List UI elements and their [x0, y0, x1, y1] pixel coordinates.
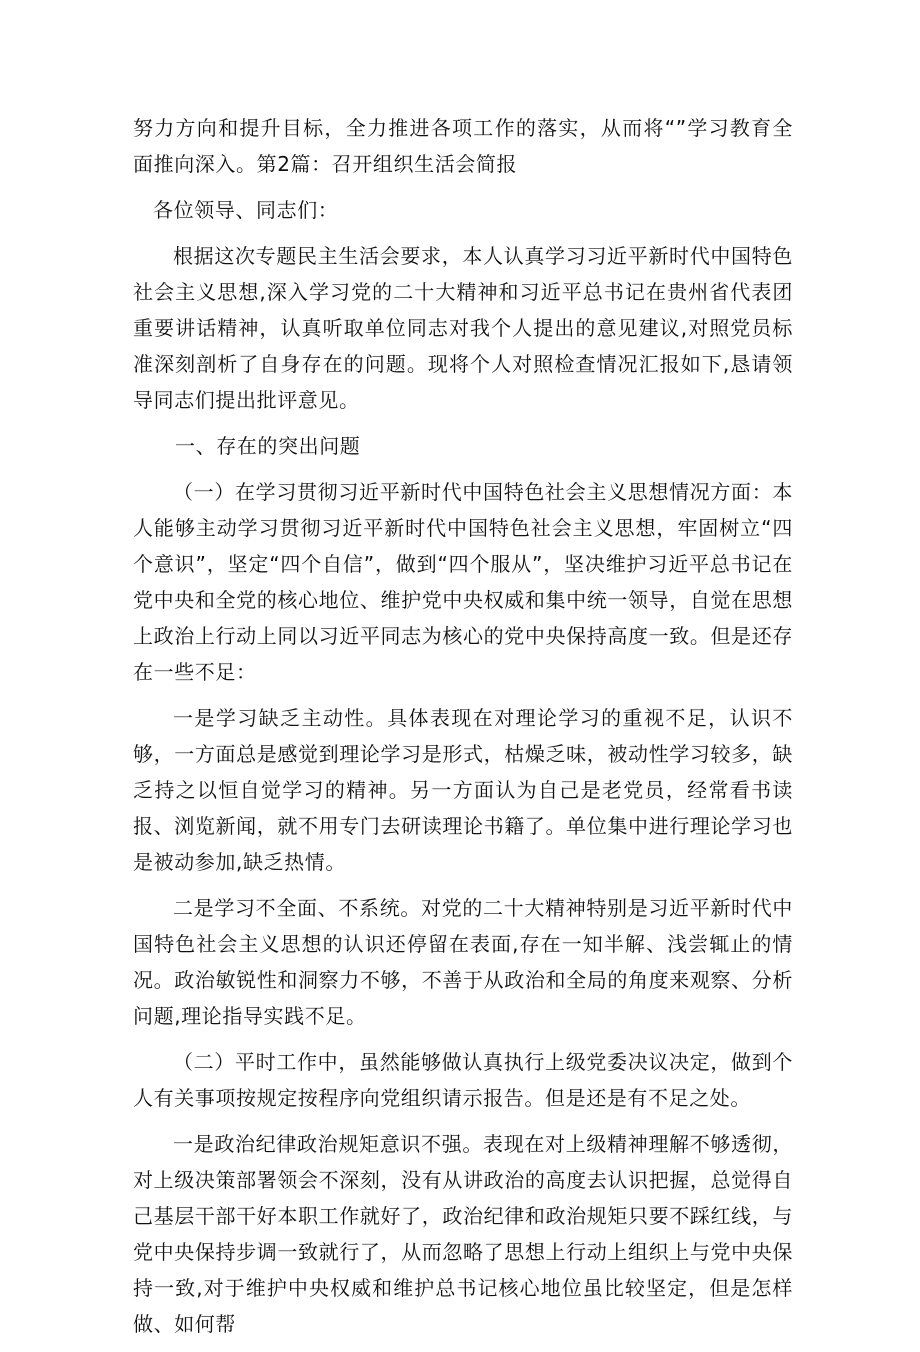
section-heading: 一、存在的突出问题 [175, 434, 361, 458]
paragraph-point-2: 二是学习不全面、不系统。对党的二十大精神特别是习近平新时代中国特色社会主义思想的认识还停留在表面,存在一知半解、浅尝辄止的情况。政治敏锐性和洞察力不够，不善于从政治和全局的角度来观察、分析问题,理论指导实践不足。 [133, 896, 793, 1028]
paragraph-point-1: 一是学习缺乏主动性。具体表现在对理论学习的重视不足，认识不够，一方面总是感觉到理论学习是形式，枯燥乏味，被动性学习较多，缺乏持之以恒自觉学习的精神。另一方面认为自己是老党员，经常看书读报、浏览新闻，就不用专门去研读理论书籍了。单位集中进行理论学习也是被动参加,缺乏热情。 [133, 706, 793, 874]
paragraph-intro: 根据这次专题民主生活会要求，本人认真学习习近平新时代中国特色社会主义思想,深入学习党的二十大精神和习近平总书记在贵州省代表团重要讲话精神，认真听取单位同志对我个人提出的意见建议,对照党员标准深刻剖析了自身存在的问题。现将个人对照检查情况汇报如下,恳请领导同志们提出批评意见。 [133, 244, 793, 412]
paragraph-section-1: （一）在学习贯彻习近平新时代中国特色社会主义思想情况方面：本人能够主动学习贯彻习近平新时代中国特色社会主义思想，牢固树立“四个意识”，坚定“四个自信”，做到“四个服从”，坚决维护习近平总书记在党中央和全党的核心地位、维护党中央权威和集中统一领导，自觉在思想上政治上行动上同以习近平同志为核心的党中央保持高度一致。但是还存在一些不足： [133, 480, 793, 684]
paragraph-section-2: （二）平时工作中，虽然能够做认真执行上级党委决议决定，做到个人有关事项按规定按程序向党组织请示报告。但是还是有不足之处。 [133, 1050, 793, 1110]
paragraph-point-3: 一是政治纪律政治规矩意识不强。表现在对上级精神理解不够透彻，对上级决策部署领会不深刻，没有从讲政治的高度去认识把握，总觉得自己基层干部干好本职工作就好了，政治纪律和政治规矩只要不踩红线，与党中央保持步调一致就行了，从而忽略了思想上行动上组织上与党中央保持一致,对于维护中央权威和维护总书记核心地位虽比较坚定，但是怎样做、如何帮 [133, 1132, 793, 1336]
paragraph-continuation: 努力方向和提升目标，全力推进各项工作的落实，从而将“”学习教育全面推向深入。第2篇：召开组织生活会简报 [133, 116, 794, 176]
document-body [133, 110, 793, 1352]
salutation: 各位领导、同志们： [153, 198, 339, 222]
